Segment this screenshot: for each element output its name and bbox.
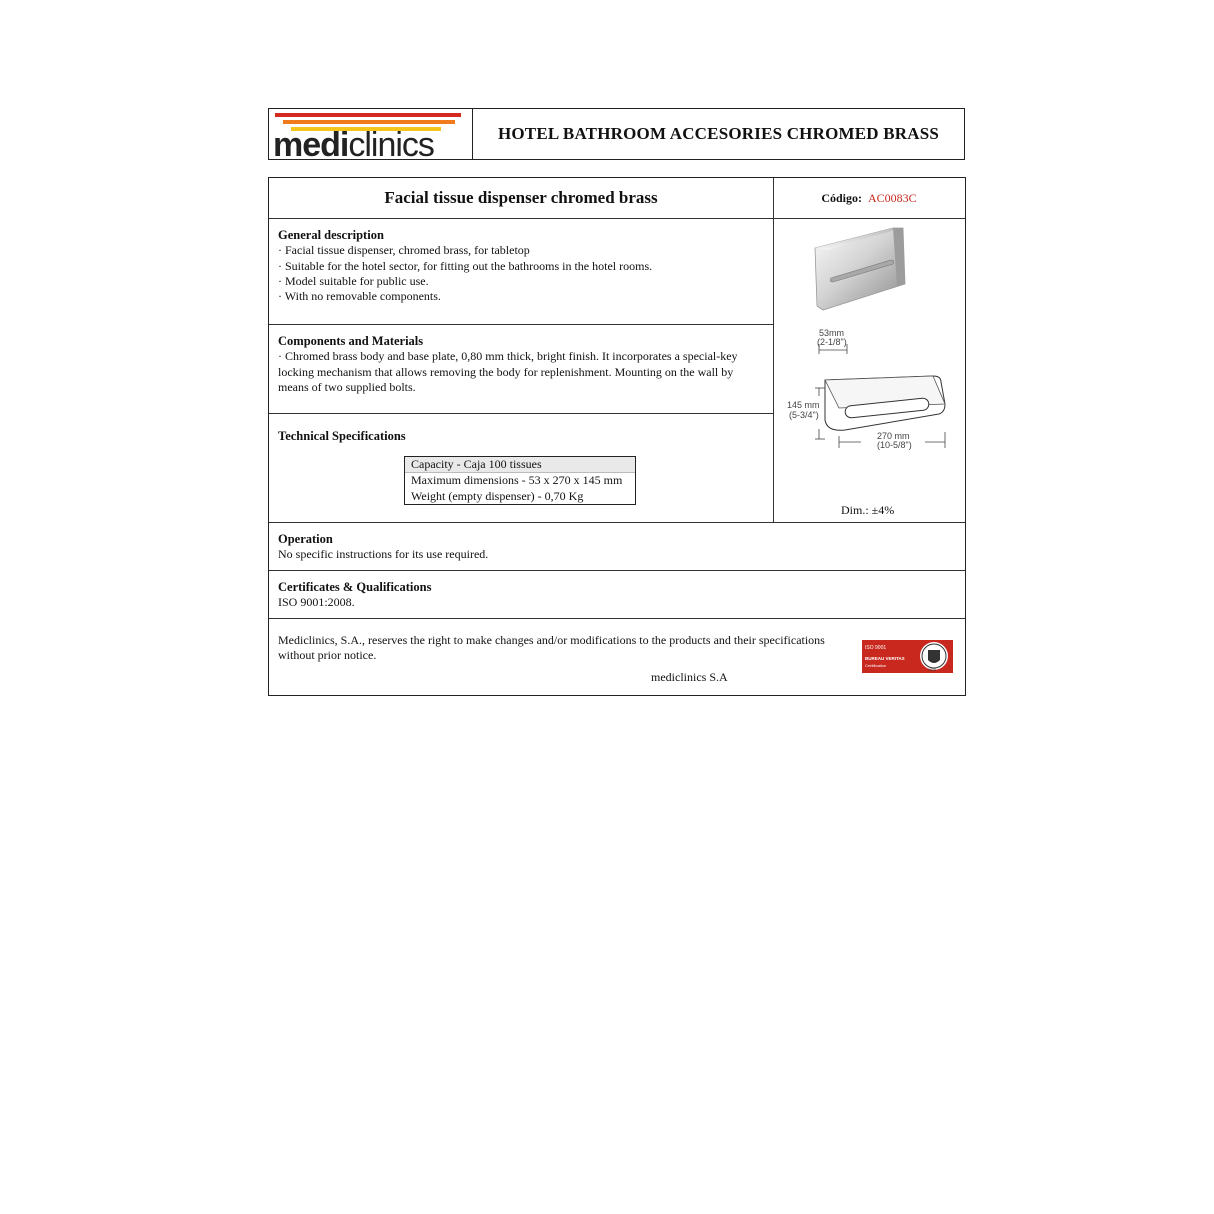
list-item: · Suitable for the hotel sector, for fitting out the bathrooms in the hotel rooms.	[278, 258, 653, 273]
product-code-value: AC0083C	[867, 190, 917, 205]
certificates	[278, 580, 431, 611]
divider	[269, 522, 965, 523]
product-code	[773, 178, 965, 218]
text-line: · Chromed brass body and base plate, 0,80 mm thick, bright finish. It incorporates a special-key	[278, 349, 738, 364]
logo-stripe-orange	[283, 120, 455, 124]
divider	[269, 218, 965, 219]
dimension-tolerance: Dim.: ±4%	[841, 503, 895, 517]
divider	[773, 178, 774, 522]
disclaimer-line: without prior notice.	[278, 648, 377, 663]
section-heading: Operation	[278, 532, 333, 546]
section-heading: Certificates & Qualifications	[278, 580, 432, 594]
brand-logo	[269, 109, 473, 164]
product-photo	[809, 220, 914, 316]
cert-bv-text: BUREAU VERITAS	[865, 656, 905, 661]
technical-drawing	[785, 324, 961, 474]
dim-width-mm: 270 mm	[877, 431, 910, 441]
divider	[269, 570, 965, 571]
dim-depth-mm: 53mm	[819, 328, 845, 338]
page-title: HOTEL BATHROOM ACCESORIES CHROMED BRASS	[497, 124, 940, 143]
text-line: locking mechanism that allows removing the body for replenishment. Mounting on the wall by	[278, 364, 734, 379]
dim-width-in: (10-5/8")	[877, 440, 912, 450]
table-row: Maximum dimensions - 53 x 270 x 145 mm	[411, 473, 623, 488]
text-line: No specific instructions for its use required.	[278, 547, 489, 562]
spec-sheet	[268, 177, 966, 696]
text-line: means of two supplied bolts.	[278, 379, 416, 394]
spec-table	[404, 456, 636, 505]
company-name: mediclinics S.A	[651, 670, 728, 684]
disclaimer-line: Mediclinics, S.A., reserves the right to make changes and/or modifications to the products and their specifications	[278, 633, 825, 647]
list-item: · Facial tissue dispenser, chromed brass, for tabletop	[278, 243, 530, 258]
disclaimer	[278, 633, 863, 664]
table-row: Capacity - Caja 100 tissues	[405, 457, 635, 473]
list-item: · With no removable components.	[278, 289, 441, 304]
section-heading: General description	[278, 228, 384, 242]
general-description	[278, 228, 652, 304]
cert-iso-text: ISO 9001	[865, 645, 887, 651]
dim-height-mm: 145 mm	[787, 400, 820, 410]
header-box	[268, 108, 965, 164]
product-code-label: Código:	[821, 190, 862, 205]
section-heading: Components and Materials	[278, 334, 424, 348]
logo-wordmark-bold: medi	[273, 126, 349, 164]
cert-year: 1828	[928, 668, 936, 672]
components-materials	[278, 334, 768, 395]
cert-sub-text: Certification	[865, 663, 887, 668]
logo-wordmark-light: clinics	[348, 126, 434, 164]
text-line: ISO 9001:2008.	[278, 595, 355, 610]
operation	[278, 532, 488, 563]
product-title: Facial tissue dispenser chromed brass	[384, 188, 658, 207]
dim-height-in: (5-3/4")	[789, 410, 819, 420]
technical-specifications	[278, 429, 406, 444]
logo-wordmark	[273, 125, 434, 165]
divider	[269, 324, 773, 325]
list-item: · Model suitable for public use.	[278, 273, 429, 288]
logo-stripe-red	[275, 113, 461, 117]
divider	[269, 618, 965, 619]
section-heading: Technical Specifications	[278, 429, 406, 443]
dim-depth-in: (2-1/8")	[817, 337, 847, 347]
table-row: Weight (empty dispenser) - 0,70 Kg	[411, 488, 584, 503]
certification-logo	[862, 640, 953, 673]
divider	[269, 413, 773, 414]
